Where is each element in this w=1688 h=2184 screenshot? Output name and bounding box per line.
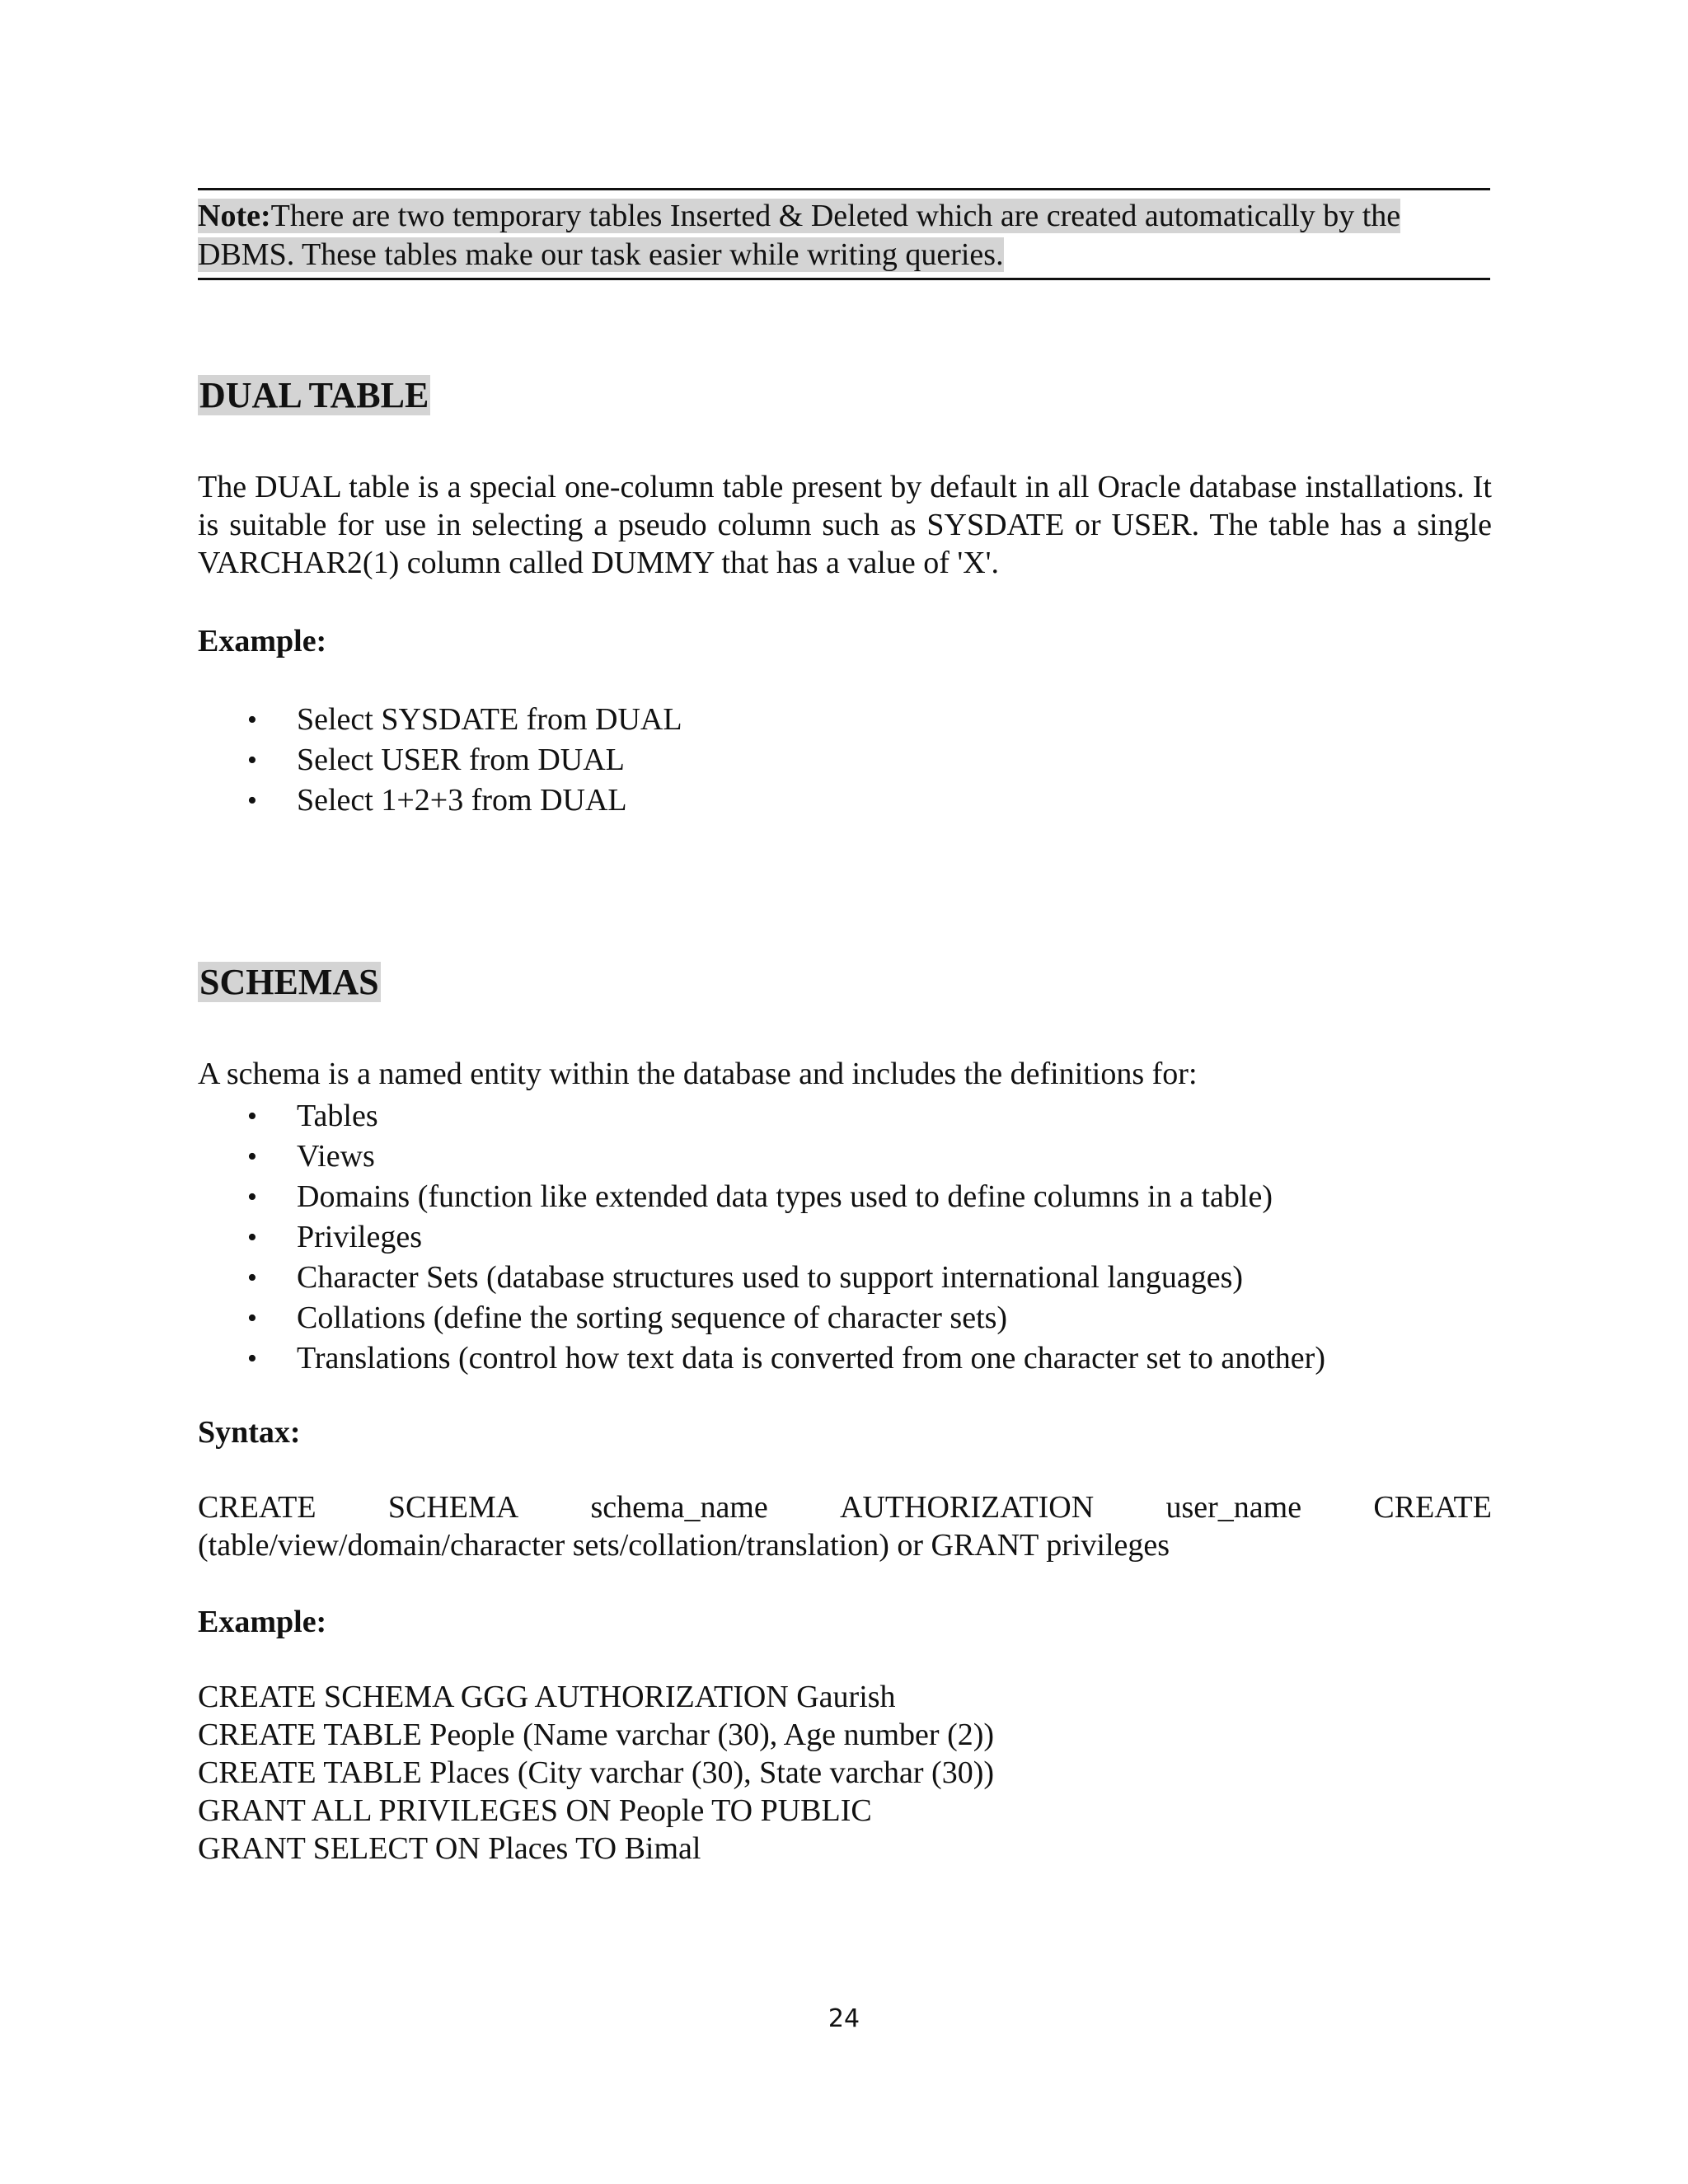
schemas-definition-list [198,1096,1325,1379]
note-line-1 [198,197,1490,236]
code-line: GRANT ALL PRIVILEGES ON People TO PUBLIC [198,1793,872,1828]
schema-definition-item-text: Character Sets (database structures used to support international languages) [297,1260,1244,1295]
syntax-label: Syntax: [198,1415,301,1450]
bullet-icon: • [247,785,257,816]
schemas-example-code [198,1678,994,1868]
dual-example-label: Example: [198,624,327,658]
schema-definition-item [198,1258,1325,1298]
syntax-block [198,1488,1492,1564]
schema-definition-item [198,1298,1325,1338]
dual-example-item [198,780,682,821]
schema-definition-item [198,1096,1325,1137]
schemas-intro: A schema is a named entity within the database and includes the definitions for: [198,1057,1198,1091]
bullet-icon: • [247,705,257,735]
code-line: CREATE TABLE Places (City varchar (30), State varchar (30)) [198,1755,995,1790]
syntax-line-2: (table/view/domain/character sets/collation/translation) or GRANT privileges [198,1528,1170,1563]
dual-example-item-text: Select 1+2+3 from DUAL [297,783,627,818]
schema-definition-item [198,1338,1325,1379]
syntax-word: SCHEMA [387,1490,519,1525]
syntax-word: schema_name [590,1490,768,1525]
bullet-icon: • [247,1182,257,1212]
note-text-1: There are two temporary tables Inserted & Deleted which are created automatically by the [270,199,1401,233]
code-line: CREATE TABLE People (Name varchar (30), Age number (2)) [198,1718,995,1752]
code-line: CREATE SCHEMA GGG AUTHORIZATION Gaurish [198,1680,896,1714]
note-line-2 [198,236,1490,274]
bullet-icon: • [247,1303,257,1333]
dual-example-item [198,740,682,780]
page-number: 24 [828,2004,860,2033]
schemas-example-label: Example: [198,1605,327,1639]
code-line: GRANT SELECT ON Places TO Bimal [198,1831,701,1866]
bullet-icon: • [247,1141,257,1172]
dual-example-item-text: Select USER from DUAL [297,743,625,777]
note-label: Note: [198,199,271,233]
dual-example-list [198,700,682,821]
note-text-2: DBMS. These tables make our task easier while writing queries. [198,237,1004,272]
syntax-word: CREATE [1373,1490,1492,1525]
schema-definition-item-text: Domains (function like extended data types used to define columns in a table) [297,1179,1273,1214]
syntax-word: user_name [1165,1490,1302,1525]
schema-definition-item-text: Privileges [297,1220,422,1254]
dual-table-heading: DUAL TABLE [199,375,429,415]
bullet-icon: • [247,1222,257,1253]
bullet-icon: • [247,745,257,776]
schema-definition-item [198,1217,1325,1258]
schema-definition-item-text: Tables [297,1099,378,1133]
dual-example-item-text: Select SYSDATE from DUAL [297,702,682,737]
schemas-heading: SCHEMAS [199,962,379,1002]
bullet-icon: • [247,1101,257,1132]
dual-example-item [198,700,682,740]
dual-table-paragraph: The DUAL table is a special one-column table present by default in all Oracle database installations. It is suitable for use in selecting a pseudo column such as SYSDATE or USER. The table has a single VARCHAR2(1) column called DUMMY that has a value of 'X'. [198,470,1492,580]
note-box [198,188,1490,280]
bullet-icon: • [247,1343,257,1374]
syntax-word: AUTHORIZATION [840,1490,1095,1525]
schema-definition-item [198,1137,1325,1177]
schema-definition-item [198,1177,1325,1217]
schema-definition-item-text: Collations (define the sorting sequence of character sets) [297,1301,1008,1335]
bullet-icon: • [247,1263,257,1293]
schema-definition-item-text: Translations (control how text data is converted from one character set to another) [297,1341,1325,1376]
schema-definition-item-text: Views [297,1139,375,1174]
syntax-line-1 [198,1488,1492,1526]
syntax-word: CREATE [198,1490,316,1525]
